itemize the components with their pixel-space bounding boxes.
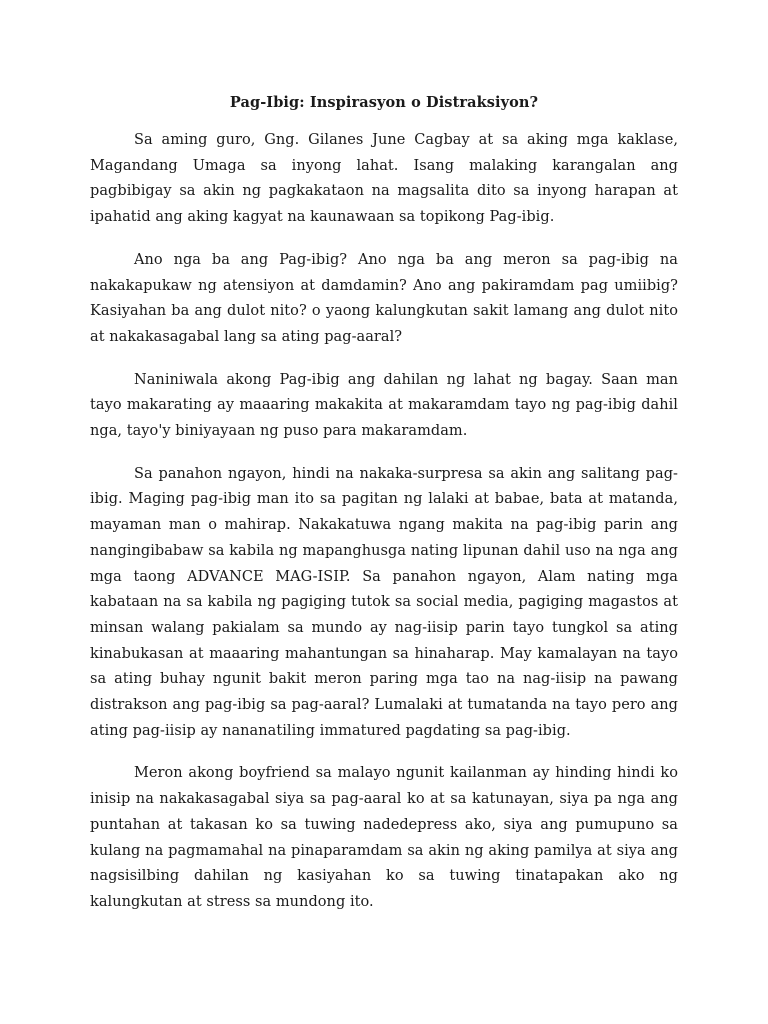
paragraph-greeting: Sa aming guro, Gng. Gilanes June Cagbay at sa aking mga kaklase, Magandang Umaga sa inyong lahat. Isang malaking karangalan ang pagbibigay sa akin ng pagkakataon na magsalita dito sa inyong harapan at ipahatid ang aking kagyat na kaunawaan sa topikong Pag-ibig. <box>90 132 678 226</box>
paragraph-questions: Ano nga ba ang Pag-ibig? Ano nga ba ang meron sa pag-ibig na nakakapukaw ng atensiyon at damdamin? Ano ang pakiramdam pag umiibig? Kasiyahan ba ang dulot nito? o yaong kalungkutan sakit lamang ang dulot nito at nakakasagabal lang sa ating pag-aaral? <box>90 251 678 345</box>
paragraph-present-time: Sa panahon ngayon, hindi na nakaka-surpresa sa akin ang salitang pag-ibig. Maging pag-ibig man ito sa pagitan ng lalaki at babae, bata at matanda, mayaman man o mahirap. Nakakatuwa ngang makita na pag-ibig parin ang nangingibabaw sa kabila ng mapanghusga nating lipunan dahil uso na nga ang mga taong ADVANCE MAG-ISIP. Sa panahon ngayon, Alam nating mga kabataan na sa kabila ng pagiging tutok sa social media, pagiging magastos at minsan walang pakialam sa mundo ay nag-iisip parin tayo tungkol sa ating kinabukasan at maaaring mahantungan sa hinaharap. May kamalayan na tayo sa ating buhay ngunit bakit meron paring mga tao na nag-iisip na pawang distrakson ang pag-ibig sa pag-aaral? Lumalaki at tumatanda na tayo pero ang ating pag-iisip ay nananatiling immatured pagdating sa pag-ibig. <box>90 465 678 739</box>
paragraph-personal-story: Meron akong boyfriend sa malayo ngunit kailanman ay hinding hindi ko inisip na nakakasagabal siya sa pag-aaral ko at sa katunayan, siya pa nga ang puntahan at takasan ko sa tuwing nadedepress ako, siya ang pumupuno sa kulang na pagmamahal na pinaparamdam sa akin ng aking pamilya at siya ang nagsisilbing dahilan ng kasiyahan ko sa tuwing tinatapakan ako ng kalungkutan at stress sa mundong ito. <box>90 765 678 910</box>
document-title: Pag-Ibig: Inspirasyon o Distraksiyon? <box>229 94 539 111</box>
paragraph-belief: Naniniwala akong Pag-ibig ang dahilan ng lahat ng bagay. Saan man tayo makarating ay maaaring makakita at makaramdam tayo ng pag-ibig dahil nga, tayo'y biniyayaan ng puso para makaramdam. <box>90 371 678 440</box>
document-body <box>90 128 678 933</box>
